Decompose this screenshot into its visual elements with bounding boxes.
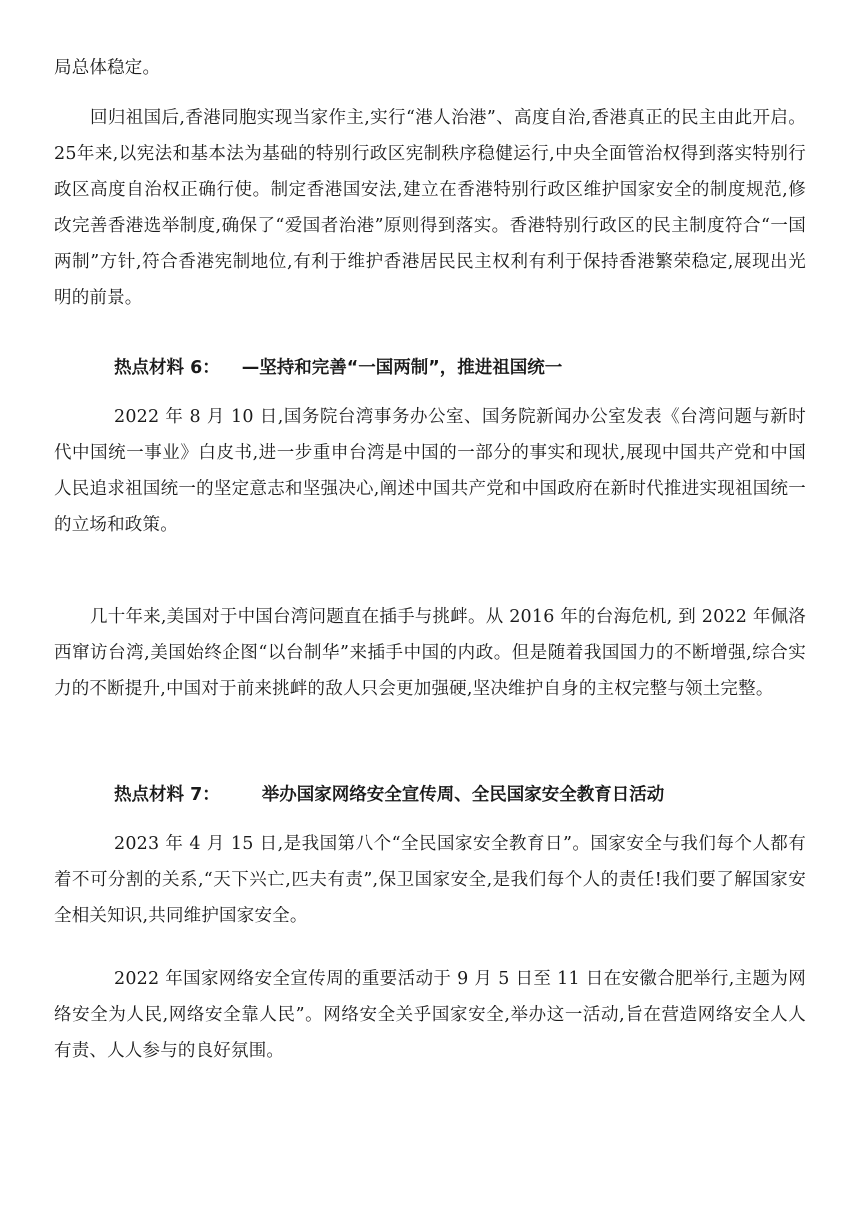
section-heading-6 <box>114 350 562 386</box>
paragraph-cybersecurity-week: 2022 年国家网络安全宣传周的重要活动于 9 月 5 日至 11 日在安徽合肥举行,主题为网络安全为人民,网络安全靠人民”。网络安全关乎国家安全,举办这一活动,旨在营造网络安全人人有责、人人参与的良好氛围。 <box>54 969 806 1061</box>
heading-6-label: 热点材料 6： <box>114 358 220 378</box>
paragraph-security-education-day: 2023 年 4 月 15 日,是我国第八个“全民国家安全教育日”。国家安全与我们每个人都有着不可分割的关系,“天下兴亡,匹夫有责”,保卫国家安全,是我们每个人的责任!我们要了解国家安全相关知识,共同维护国家安全。 <box>54 834 806 926</box>
heading-7-title: 举办国家网络安全宣传周、全民国家安全教育日活动 <box>261 785 665 805</box>
paragraph-taiwan-whitepaper: 2022 年 8 月 10 日,国务院台湾事务办公室、国务院新闻办公室发表《台湾问题与新时代中国统一事业》白皮书,进一步重申台湾是中国的一部分的事实和现状,展现中国共产党和中国人民追求祖国统一的坚定意志和坚强决心,阐述中国共产党和中国政府在新时代推进实现祖国统一的立场和政策。 <box>54 407 806 535</box>
section-heading-7 <box>114 777 664 813</box>
heading-6-title: —坚持和完善“一国两制”，推进祖国统一 <box>241 358 563 378</box>
paragraph-continuation: 局总体稳定。 <box>54 58 161 78</box>
paragraph-us-interference: 几十年来,美国对于中国台湾问题直在插手与挑衅。从 2016 年的台海危机, 到 2022 年佩洛西窜访台湾,美国始终企图“以台制华”来插手中国的内政。但是随着我国国力的不断增强,综合实力的不断提升,中国对于前来挑衅的敌人只会更加强硬,坚决维护自身的主权完整与领土完整。 <box>54 607 806 699</box>
heading-7-label: 热点材料 7： <box>114 785 220 805</box>
paragraph-hongkong-democracy: 回归祖国后,香港同胞实现当家作主,实行“港人治港”、高度自治,香港真正的民主由此开启。25年来,以宪法和基本法为基础的特别行政区宪制秩序稳健运行,中央全面管治权得到落实特别行政区高度自治权正确行使。制定香港国安法,建立在香港特别行政区维护国家安全的制度规范,修改完善香港选举制度,确保了“爱国者治港”原则得到落实。香港特别行政区的民主制度符合“一国两制”方针,符合香港宪制地位,有利于维护香港居民民主权利有利于保持香港繁荣稳定,展现出光明的前景。 <box>54 108 806 308</box>
